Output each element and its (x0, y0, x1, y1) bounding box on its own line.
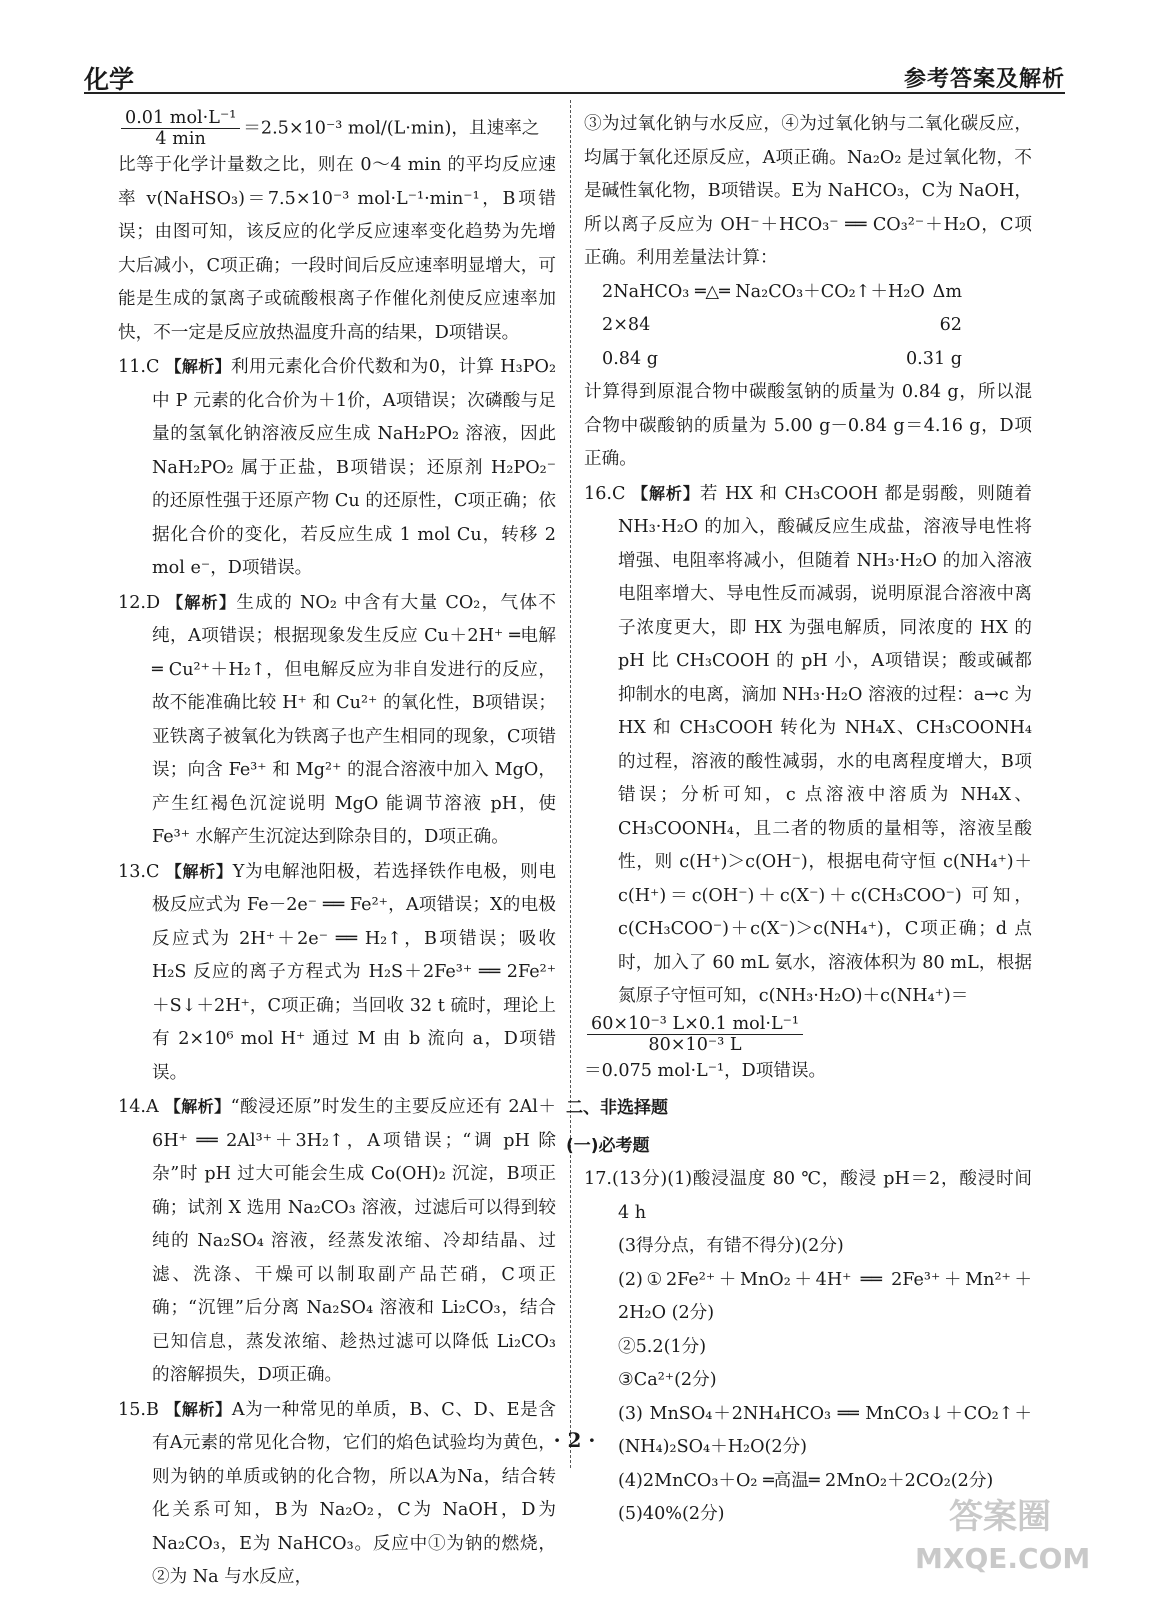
paragraph-text: 比等于化学计量数之比，则在 0～4 min 的平均反应速率 v(NaHSO₃)＝7.5×10⁻³ mol·L⁻¹·min⁻¹，B项错误；由图可知，该反应的化学反应速率变化趋势为先增大后减小，C项正确；一段时间后反应速率明显增大，可能是生成的氯离子或硫酸根离子作催化剂使反应速率加快，不一定是反应放热温度升高的结果，D项错误。 (118, 155, 556, 343)
watermark-logo (909, 1490, 1119, 1580)
watermark-text: 答案圈 (949, 1497, 1051, 1537)
rate-formula-line (118, 108, 556, 149)
page-number: · 2 · (553, 1428, 596, 1452)
answer-item-13 (118, 855, 556, 1091)
answer-number: 14.A (118, 1097, 159, 1117)
equation-row (602, 276, 962, 310)
answer-line: (2)①2Fe²⁺＋MnO₂＋4H⁺ ══ 2Fe³⁺＋Mn²⁺＋2H₂O (2分) (618, 1269, 1032, 1323)
fraction-numerator: 0.01 mol·L⁻¹ (121, 108, 240, 129)
answer-item-15 (118, 1393, 556, 1595)
continued-text: ＝0.075 mol·L⁻¹，D项错误。 (584, 1060, 827, 1081)
fraction-denominator: 4 min (155, 129, 206, 149)
equation-left: 2NaHCO₃ ═△═ Na₂CO₃＋CO₂↑＋H₂O (602, 281, 925, 302)
answer-line: (3) MnSO₄＋2NH₄HCO₃ ══ MnCO₃↓＋CO₂↑＋(NH₄)₂SO₄＋H₂O(2分) (618, 1403, 1032, 1457)
answer-item-14 (118, 1090, 556, 1393)
column-divider (570, 100, 571, 1468)
analysis-tag: 【解析】 (165, 861, 233, 881)
subject-title: 化学 (84, 65, 135, 94)
answer-number: 13.C (118, 861, 160, 882)
answer-line: ③Ca²⁺(2分) (618, 1370, 717, 1390)
fraction-numerator: 60×10⁻³ L×0.1 mol·L⁻¹ (587, 1014, 803, 1035)
answer-line: (4)2MnCO₃＋O₂ ═高温═ 2MnO₂＋2CO₂(2分) (618, 1470, 994, 1491)
answer-number: 12.D (118, 592, 161, 613)
answer-line: (5)40%(2分) (618, 1504, 725, 1524)
section-heading: 二、非选择题 (566, 1098, 668, 1118)
equation-right: Δm (932, 281, 962, 302)
answer-text: 利用元素化合价代数和为0，计算 H₃PO₂ 中 P 元素的化合价为＋1价，A项错误；次磷酸与足量的氢氧化钠溶液反应生成 NaH₂PO₂ 溶液，因此 NaH₂PO₂ 属于正盐，B项错误；还原剂 H₂PO₂⁻ 的还原性强于还原产物 Cu 的还原性，C项正确；依据化合价的变化，若反应生成 1 mol Cu，转移 2 mol e⁻，D项错误。 (152, 357, 557, 578)
equation-left: 0.84 g (602, 348, 659, 369)
left-column (118, 108, 556, 1595)
equation-row (602, 343, 962, 377)
answer-number: 16.C (584, 483, 626, 504)
answer-item-11 (118, 350, 556, 586)
analysis-tag: 【解析】 (632, 483, 700, 503)
equation-left: 2×84 (602, 315, 651, 335)
equation-right: 0.31 g (905, 348, 962, 369)
answer-line: ②5.2(1分) (618, 1336, 707, 1357)
concentration-fraction (587, 1014, 803, 1055)
analysis-tag: 【解析】 (164, 1097, 231, 1116)
fraction-denominator: 80×10⁻³ L (648, 1034, 742, 1055)
answer-line: (3得分点，有错不得分)(2分) (618, 1236, 844, 1256)
equation-row (602, 309, 962, 343)
watermark-url: MXQE.COM (915, 1542, 1091, 1575)
answer-item-12 (118, 586, 556, 855)
header-title: 参考答案及解析 (903, 67, 1065, 92)
continued-text: 计算得到原混合物中碳酸氢钠的质量为 0.84 g，所以混合物中碳酸钠的质量为 5.00 g－0.84 g＝4.16 g，D项正确。 (584, 382, 1032, 469)
answer-text: 若 HX 和 CH₃COOH 都是弱酸，则随着 NH₃·H₂O 的加入，酸碱反应生成盐，溶液导电性将增强、电阻率将减小，但随着 NH₃·H₂O 的加入溶液电阻率增大、导电性反而减弱，说明原混合溶液中离子浓度更大，即 HX 为强电解质，同浓度的 HX 的 pH 比 CH₃COOH 的 pH 小，A项错误；酸或碱都抑制水的电离，滴加 NH₃·H₂O 溶液的过程：a→c 为 HX 和 CH₃COOH 转化为 NH₄X、CH₃COONH₄ 的过程，溶液的酸性减弱，水的电离程度增大，B项错误；分析可知，c 点溶液中溶质为 NH₄X、CH₃COONH₄，且二者的物质的量相等，溶液呈酸性，则 c(H⁺)＞c(OH⁻)，根据电荷守恒 c(NH₄⁺)＋c(H⁺)＝c(OH⁻)＋c(X⁻)＋c(CH₃COO⁻) 可知，c(CH₃COO⁻)＋c(X⁻)＞c(NH₄⁺)，C项正确；d 点时，加入了 60 mL 氨水，溶液体积为 80 mL，根据氮原子守恒可知，c(NH₃·H₂O)＋c(NH₄⁺)＝ (618, 483, 1033, 1006)
continued-text: ③为过氧化钠与水反应，④为过氧化钠与二氧化碳反应，均属于氧化还原反应，A项正确。Na₂O₂ 是过氧化物，不是碱性氧化物，B项错误。E为 NaHCO₃，C为 NaOH，所以离子反应为 OH⁻＋HCO₃⁻ ══ CO₃²⁻＋H₂O，C项正确。利用差量法计算： (584, 114, 1032, 268)
answer-number: 15.B (118, 1399, 159, 1420)
analysis-tag: 【解析】 (165, 357, 231, 376)
rate-fraction (121, 108, 240, 149)
answer-text: 生成的 NO₂ 中含有大量 CO₂，气体不纯，A项错误；根据现象发生反应 Cu＋2H⁺ ═电解═ Cu²⁺＋H₂↑，但电解反应为非自发进行的反应，故不能准确比较 H⁺ 和 Cu²⁺ 的氧化性，B项错误；亚铁离子被氧化为铁离子也产生相同的现象，C项错误；向含 Fe³⁺ 和 Mg²⁺ 的混合溶液中加入 MgO，产生红褐色沉淀说明 MgO 能调节溶液 pH，使 Fe³⁺ 水解产生沉淀达到除杂目的，D项正确。 (152, 592, 556, 847)
answer-item-16 (584, 477, 1032, 1014)
fraction-tail: ＝2.5×10⁻³ mol/(L·min)，且速率之 (243, 118, 540, 139)
equation-right: 62 (939, 315, 962, 335)
subsection-heading: (一)必考题 (566, 1135, 650, 1156)
answer-text: Y为电解池阳极，若选择铁作电极，则电极反应式为 Fe－2e⁻ ══ Fe²⁺，A项错误；X的电极反应式为 2H⁺＋2e⁻ ══ H₂↑，B项错误；吸收 H₂S 反应的离子方程式为 H₂S＋2Fe³⁺ ══ 2Fe²⁺＋S↓＋2H⁺，C项正确；当回收 32 t 硫时，理论上有 2×10⁶ mol H⁺ 通过 M 由 b 流向 a，D项错误。 (152, 861, 556, 1083)
right-column (566, 108, 1033, 1532)
answer-number: 11.C (118, 357, 160, 377)
answer-text: A为一种常见的单质，B、C、D、E是含有A元素的常见化合物，它们的焰色试验均为黄色，则为钠的单质或钠的化合物，所以A为Na，结合转化关系可知，B为 Na₂O₂，C为 NaOH，D为 Na₂CO₃，E为 NaHCO₃。反应中①为钠的燃烧，②为 Na 与水反应， (152, 1399, 556, 1587)
question-17-head: 17.(13分)(1)酸浸温度 80 ℃，酸浸 pH＝2，酸浸时间 4 h (584, 1169, 1032, 1223)
analysis-tag: 【解析】 (165, 1399, 232, 1419)
analysis-tag: 【解析】 (167, 592, 237, 612)
concentration-formula-line (584, 1014, 1032, 1055)
page-header (84, 58, 1065, 94)
answer-text: “酸浸还原”时发生的主要反应还有 2Al＋6H⁺ ══ 2Al³⁺＋3H₂↑，A项错误；“调 pH 除杂”时 pH 过大可能会生成 Co(OH)₂ 沉淀，B项正确；试剂 X 选用 Na₂CO₃ 溶液，过滤后可以得到较纯的 Na₂SO₄ 溶液，经蒸发浓缩、冷却结晶、过滤、洗涤、干燥可以制取副产品芒硝，C项正确；“沉锂”后分离 Na₂SO₄ 溶液和 Li₂CO₃，结合已知信息，蒸发浓缩、趁热过滤可以降低 Li₂CO₃ 的溶解损失，D项正确。 (152, 1097, 556, 1385)
